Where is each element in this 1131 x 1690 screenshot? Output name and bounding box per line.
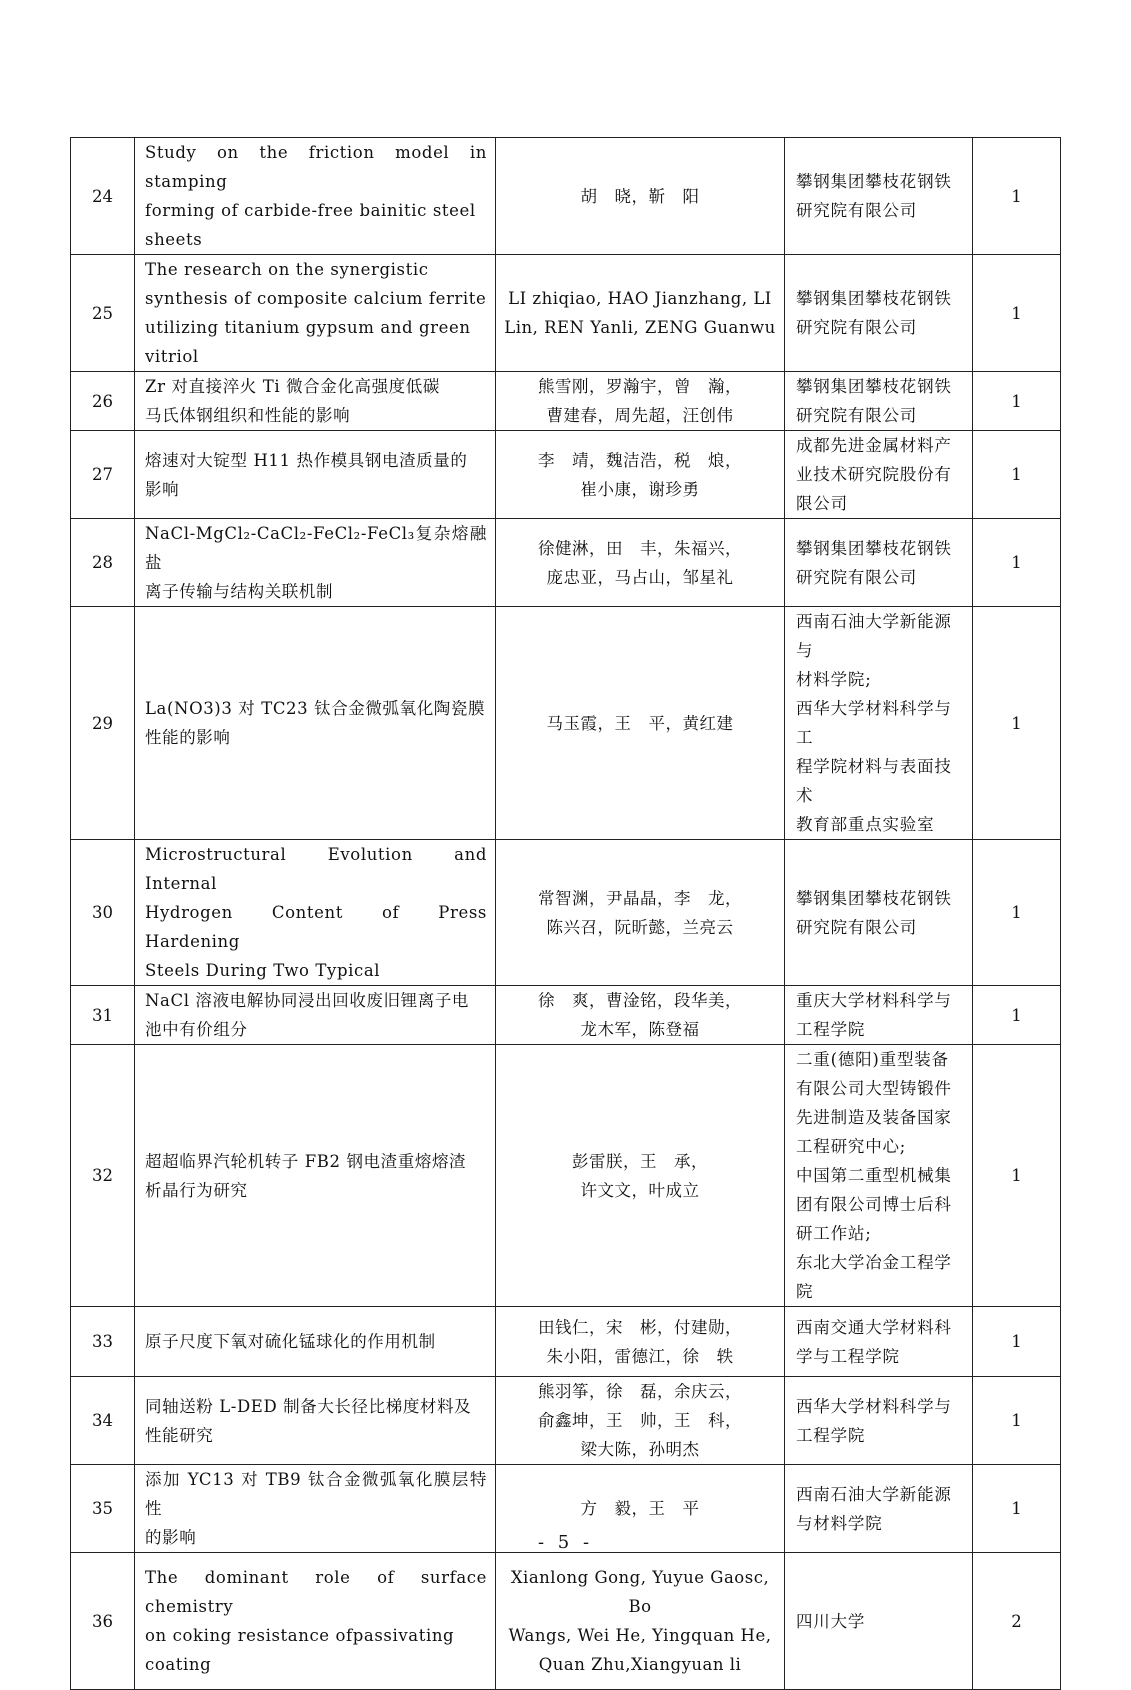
paper-title-line: 原子尺度下氧对硫化锰球化的作用机制 bbox=[145, 1332, 436, 1351]
paper-title-cell bbox=[135, 431, 496, 519]
authors-line: 许文文，叶成立 bbox=[580, 1180, 700, 1200]
paper-title-line: 离子传输与结构关联机制 bbox=[145, 582, 334, 601]
affiliation-line: 工程研究中心; bbox=[796, 1137, 907, 1156]
affiliation-line: 工程学院 bbox=[796, 1425, 866, 1445]
paper-title-line: sheets bbox=[145, 230, 203, 249]
authors-line: 熊羽筝，徐 磊，余庆云， bbox=[538, 1382, 742, 1401]
authors-cell bbox=[496, 519, 785, 607]
authors-line: 李 靖，魏洁浩，税 烺， bbox=[538, 450, 742, 470]
paper-title-line: 影响 bbox=[145, 479, 180, 499]
paper-title-line: 同轴送粉 L-DED 制备大长径比梯度材料及 bbox=[145, 1396, 472, 1416]
count-cell: 1 bbox=[973, 1465, 1061, 1553]
affiliation-cell bbox=[785, 1045, 973, 1307]
affiliation-line: 西南石油大学新能源 bbox=[796, 1484, 952, 1504]
row-number-cell: 33 bbox=[71, 1307, 135, 1377]
affiliation-line: 研究院有限公司 bbox=[796, 318, 918, 337]
authors-line: 梁大陈，孙明杰 bbox=[580, 1440, 700, 1459]
authors-line: Lin, REN Yanli, ZENG Guanwu bbox=[504, 318, 776, 337]
paper-title-cell bbox=[135, 986, 496, 1045]
affiliation-line: 工程学院 bbox=[796, 1020, 866, 1039]
paper-title-line: 超超临界汽轮机转子 FB2 钢电渣重熔熔渣 bbox=[145, 1151, 467, 1171]
authors-line: Xianlong Gong, Yuyue Gaosc, Bo bbox=[510, 1568, 770, 1616]
count-cell: 1 bbox=[973, 607, 1061, 840]
affiliation-cell bbox=[785, 519, 973, 607]
authors-line: 陈兴召，阮昕懿，兰亮云 bbox=[546, 917, 734, 937]
affiliation-line: 材料学院; bbox=[796, 670, 872, 689]
affiliation-cell bbox=[785, 607, 973, 840]
affiliation-line: 学与工程学院 bbox=[796, 1346, 900, 1366]
affiliation-cell bbox=[785, 372, 973, 431]
affiliation-line: 与材料学院 bbox=[796, 1513, 883, 1533]
authors-line: 朱小阳，雷德江，徐 轶 bbox=[546, 1346, 734, 1366]
paper-title-line: Hydrogen Content of Press Hardening bbox=[145, 903, 487, 951]
authors-cell bbox=[496, 840, 785, 986]
authors-line: 龙木军，陈登福 bbox=[580, 1020, 700, 1039]
count-cell: 1 bbox=[973, 372, 1061, 431]
affiliation-cell bbox=[785, 840, 973, 986]
affiliation-line: 成都先进金属材料产 bbox=[796, 436, 952, 455]
paper-title-line: 熔速对大锭型 H11 热作模具钢电渣质量的 bbox=[145, 450, 468, 470]
affiliation-cell bbox=[785, 986, 973, 1045]
authors-cell bbox=[496, 1553, 785, 1690]
authors-line: 马玉霞，王 平，黄红建 bbox=[546, 713, 734, 733]
paper-title-cell bbox=[135, 1553, 496, 1690]
affiliation-line: 限公司 bbox=[796, 494, 848, 513]
authors-line: 方 毅，王 平 bbox=[580, 1499, 700, 1518]
authors-cell bbox=[496, 1307, 785, 1377]
table-row bbox=[71, 1045, 1061, 1307]
affiliation-cell bbox=[785, 138, 973, 255]
affiliation-line: 四川大学 bbox=[796, 1611, 866, 1631]
paper-title-cell bbox=[135, 1377, 496, 1465]
affiliation-cell bbox=[785, 1377, 973, 1465]
authors-cell bbox=[496, 607, 785, 840]
row-number-cell: 34 bbox=[71, 1377, 135, 1465]
paper-title-line: utilizing titanium gypsum and green bbox=[145, 318, 471, 337]
paper-title-line: Zr 对直接淬火 Ti 微合金化高强度低碳 bbox=[145, 377, 440, 396]
authors-line: 田钱仁，宋 彬，付建勋， bbox=[538, 1317, 742, 1337]
page-number: - 5 - bbox=[537, 1532, 594, 1553]
affiliation-line: 业技术研究院股份有 bbox=[796, 465, 952, 484]
paper-title-line: 性能的影响 bbox=[145, 728, 231, 747]
paper-title-cell bbox=[135, 372, 496, 431]
affiliation-cell bbox=[785, 431, 973, 519]
table-row bbox=[71, 372, 1061, 431]
paper-title-cell bbox=[135, 607, 496, 840]
table-row bbox=[71, 1377, 1061, 1465]
authors-line: 庞忠亚，马占山，邹星礼 bbox=[546, 567, 734, 587]
affiliation-line: 研究院有限公司 bbox=[796, 406, 918, 425]
count-cell: 1 bbox=[973, 519, 1061, 607]
row-number-cell: 36 bbox=[71, 1553, 135, 1690]
authors-line: 徐 爽，曹淦铭，段华美， bbox=[538, 991, 742, 1010]
paper-title-cell bbox=[135, 840, 496, 986]
paper-title-line: The dominant role of surface chemistry bbox=[145, 1568, 487, 1616]
affiliation-line: 研究院有限公司 bbox=[796, 567, 918, 587]
affiliation-line: 西华大学材料科学与 bbox=[796, 1396, 952, 1416]
table-row bbox=[71, 138, 1061, 255]
affiliation-line: 西南石油大学新能源与 bbox=[796, 612, 952, 660]
paper-title-cell bbox=[135, 138, 496, 255]
authors-line: 彭雷朕，王 承， bbox=[572, 1151, 708, 1171]
authors-line: Wangs, Wei He, Yingquan He, bbox=[508, 1626, 772, 1645]
row-number-cell: 25 bbox=[71, 255, 135, 372]
authors-line: 俞鑫坤，王 帅，王 科， bbox=[538, 1411, 742, 1430]
affiliation-line: 有限公司大型铸锻件 bbox=[796, 1079, 952, 1098]
affiliation-line: 团有限公司博士后科 bbox=[796, 1195, 952, 1214]
affiliation-cell bbox=[785, 1553, 973, 1690]
table-row bbox=[71, 1553, 1061, 1690]
count-cell: 1 bbox=[973, 986, 1061, 1045]
row-number-cell: 35 bbox=[71, 1465, 135, 1553]
authors-line: 常智渊，尹晶晶，李 龙， bbox=[538, 888, 742, 908]
paper-title-line: synthesis of composite calcium ferrite bbox=[145, 289, 487, 308]
table-row bbox=[71, 431, 1061, 519]
authors-line: 崔小康，谢珍勇 bbox=[580, 479, 700, 499]
count-cell: 2 bbox=[973, 1553, 1061, 1690]
paper-title-cell bbox=[135, 519, 496, 607]
row-number-cell: 31 bbox=[71, 986, 135, 1045]
count-cell: 1 bbox=[973, 138, 1061, 255]
count-cell: 1 bbox=[973, 1307, 1061, 1377]
affiliation-line: 东北大学冶金工程学院 bbox=[796, 1253, 952, 1301]
affiliation-line: 研究院有限公司 bbox=[796, 201, 918, 220]
table-row bbox=[71, 840, 1061, 986]
paper-title-line: vitriol bbox=[145, 347, 199, 366]
paper-title-line: Steels During Two Typical bbox=[145, 961, 381, 980]
paper-title-line: La(NO3)3 对 TC23 钛合金微弧氧化陶瓷膜 bbox=[145, 699, 486, 718]
paper-title-line: Microstructural Evolution and Internal bbox=[145, 845, 487, 893]
paper-title-line: 的影响 bbox=[145, 1528, 197, 1547]
table-row bbox=[71, 519, 1061, 607]
authors-cell bbox=[496, 255, 785, 372]
count-cell: 1 bbox=[973, 255, 1061, 372]
paper-title-line: forming of carbide-free bainitic steel bbox=[145, 201, 476, 220]
affiliation-line: 研究院有限公司 bbox=[796, 917, 918, 937]
paper-title-cell bbox=[135, 1045, 496, 1307]
affiliation-cell bbox=[785, 255, 973, 372]
table-row bbox=[71, 986, 1061, 1045]
paper-title-line: on coking resistance ofpassivating bbox=[145, 1626, 455, 1645]
affiliation-line: 教育部重点实验室 bbox=[796, 815, 935, 834]
paper-title-line: NaCl-MgCl₂-CaCl₂-FeCl₂-FeCl₃复杂熔融盐 bbox=[145, 524, 487, 572]
authors-cell bbox=[496, 1377, 785, 1465]
table-row bbox=[71, 607, 1061, 840]
count-cell: 1 bbox=[973, 840, 1061, 986]
paper-title-line: 马氏体钢组织和性能的影响 bbox=[145, 406, 351, 425]
paper-title-line: The research on the synergistic bbox=[145, 260, 429, 279]
affiliation-line: 攀钢集团攀枝花钢铁 bbox=[796, 172, 952, 191]
paper-title-line: 性能研究 bbox=[145, 1425, 214, 1445]
affiliation-line: 西华大学材料科学与工 bbox=[796, 699, 952, 747]
affiliation-line: 攀钢集团攀枝花钢铁 bbox=[796, 538, 952, 558]
paper-title-cell bbox=[135, 255, 496, 372]
papers-table-body bbox=[71, 138, 1061, 1690]
row-number-cell: 27 bbox=[71, 431, 135, 519]
paper-title-line: 池中有价组分 bbox=[145, 1020, 248, 1039]
papers-table bbox=[70, 137, 1061, 1690]
row-number-cell: 29 bbox=[71, 607, 135, 840]
paper-title-line: Study on the friction model in stamping bbox=[145, 143, 487, 191]
row-number-cell: 26 bbox=[71, 372, 135, 431]
affiliation-line: 先进制造及装备国家 bbox=[796, 1108, 952, 1127]
affiliation-line: 二重(德阳)重型装备 bbox=[796, 1050, 949, 1069]
row-number-cell: 24 bbox=[71, 138, 135, 255]
paper-title-line: NaCl 溶液电解协同浸出回收废旧锂离子电 bbox=[145, 991, 470, 1010]
paper-title-line: coating bbox=[145, 1655, 212, 1674]
row-number-cell: 28 bbox=[71, 519, 135, 607]
authors-line: 胡 晓，靳 阳 bbox=[580, 186, 700, 206]
table-row bbox=[71, 1307, 1061, 1377]
table-row bbox=[71, 255, 1061, 372]
authors-line: 熊雪刚，罗瀚宇，曾 瀚， bbox=[538, 377, 742, 396]
authors-line: 曹建春，周先超，汪创伟 bbox=[546, 406, 734, 425]
authors-line: Quan Zhu,Xiangyuan li bbox=[538, 1655, 742, 1674]
affiliation-line: 攀钢集团攀枝花钢铁 bbox=[796, 377, 952, 396]
affiliation-line: 重庆大学材料科学与 bbox=[796, 991, 952, 1010]
affiliation-cell bbox=[785, 1307, 973, 1377]
affiliation-line: 研工作站; bbox=[796, 1224, 872, 1243]
affiliation-line: 程学院材料与表面技术 bbox=[796, 757, 952, 805]
paper-title-cell bbox=[135, 1307, 496, 1377]
row-number-cell: 30 bbox=[71, 840, 135, 986]
affiliation-line: 西南交通大学材料科 bbox=[796, 1317, 952, 1337]
count-cell: 1 bbox=[973, 1045, 1061, 1307]
authors-cell bbox=[496, 372, 785, 431]
paper-title-line: 析晶行为研究 bbox=[145, 1180, 248, 1200]
paper-title-line: 添加 YC13 对 TB9 钛合金微弧氧化膜层特性 bbox=[145, 1470, 487, 1518]
affiliation-line: 中国第二重型机械集 bbox=[796, 1166, 952, 1185]
affiliation-line: 攀钢集团攀枝花钢铁 bbox=[796, 289, 952, 308]
authors-line: LI zhiqiao, HAO Jianzhang, LI bbox=[508, 289, 772, 308]
authors-cell bbox=[496, 431, 785, 519]
authors-cell bbox=[496, 138, 785, 255]
affiliation-line: 攀钢集团攀枝花钢铁 bbox=[796, 888, 952, 908]
count-cell: 1 bbox=[973, 431, 1061, 519]
authors-line: 徐健淋，田 丰，朱福兴， bbox=[538, 538, 742, 558]
count-cell: 1 bbox=[973, 1377, 1061, 1465]
row-number-cell: 32 bbox=[71, 1045, 135, 1307]
authors-cell bbox=[496, 986, 785, 1045]
authors-cell bbox=[496, 1045, 785, 1307]
